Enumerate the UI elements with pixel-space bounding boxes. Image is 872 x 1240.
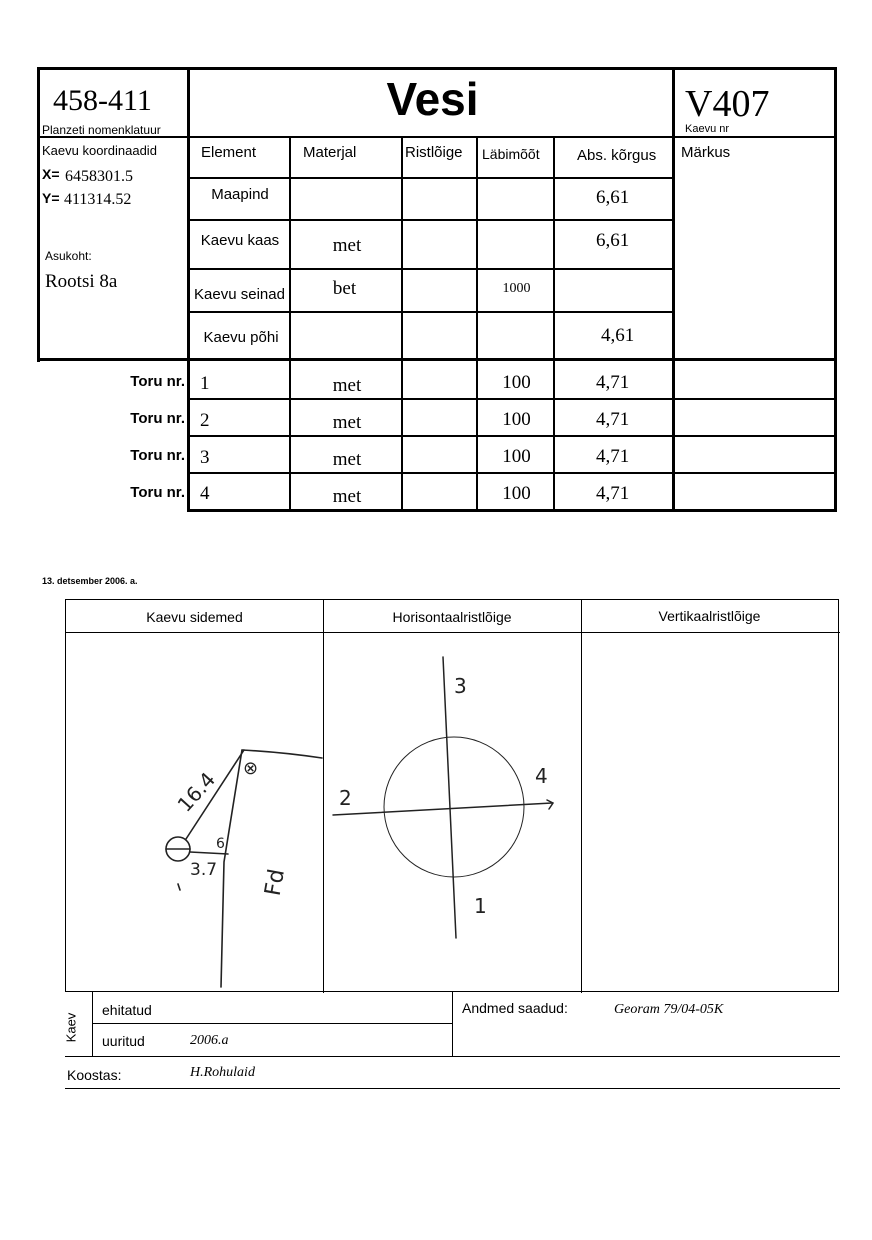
element-elevation: 6,61 [596,187,630,208]
building-wall-line [221,750,242,987]
sketch-header-sidemed: Kaevu sidemed [146,609,243,625]
well-id: V407 [685,83,770,125]
pipe-elevation: 4,71 [596,409,630,430]
coords-label: Kaevu koordinaadid [42,143,157,158]
col-header-element: Element [201,144,257,161]
well-label: Kaevu nr [685,123,730,135]
x-label: X= [42,166,60,182]
sketch-dim-side: 6 [216,836,225,852]
element-name: Kaevu seinad [194,286,285,303]
sheet-label: Planzeti nomenklatuur [42,123,161,137]
data-source-label: Andmed saadud: [462,1000,568,1016]
location-label: Asukoht: [45,249,92,263]
author-value: H.Rohulaid [190,1065,255,1080]
building-top-line [242,750,322,758]
kaev-label: Kaev [63,1012,79,1043]
sketch-scribble: ⊗ [243,758,259,779]
pipe-line-horizontal [333,803,552,815]
pipe-diameter: 100 [502,372,531,393]
sheet-number: 458-411 [53,84,152,117]
element-elevation: 6,61 [596,230,630,251]
pipe-number: 3 [200,447,210,468]
element-name: Kaevu põhi [203,329,279,346]
pipe-material: met [332,412,362,433]
sketch-building-label: Fd [260,867,290,898]
sketch-dim-short: 3.7 [190,860,218,880]
tie-line-short [190,852,228,854]
pipe-diameter: 100 [502,483,531,504]
col-header-material: Materjal [303,144,357,161]
pipe-label: Toru nr. [130,484,185,501]
pipe-number: 2 [200,410,210,431]
remarks-label: Märkus [681,144,731,161]
sketch-header-vertical: Vertikaalristlõige [658,608,761,624]
footer-block [65,992,840,1092]
well-circle [384,737,524,877]
element-elevation: 4,61 [601,325,635,346]
element-name: Kaevu kaas [200,232,280,249]
pipe-label: Toru nr. [130,447,185,464]
sketch-header-horizontal: Horisontaalristlõige [392,609,512,625]
element-material: bet [332,278,357,299]
location-value: Rootsi 8a [45,271,118,292]
col-header-section: Ristlõige [405,144,463,161]
pipe-label-3: 3 [454,674,467,698]
element-diameter: 1000 [502,281,531,296]
pipe-material: met [332,375,362,396]
x-value: 6458301.5 [65,168,133,185]
tick-mark [178,884,180,890]
col-header-elevation: Abs. kõrgus [577,147,657,164]
pipe-label: Toru nr. [130,410,185,427]
pipe-material: met [332,449,362,470]
col-header-diameter: Läbimõõt [482,146,540,162]
document-date: 13. detsember 2006. a. [42,576,138,586]
surveyed-label: uuritud [102,1033,145,1049]
horizontal-section-sketch [323,632,581,991]
sketch-dim-long: 16.4 [172,767,221,817]
pipe-arrow [547,800,553,809]
pipe-label-2: 2 [339,786,352,810]
pipe-elevation: 4,71 [596,372,630,393]
page-title: Vesi [386,73,479,125]
pipe-number: 1 [200,373,210,394]
built-label: ehitatud [102,1002,152,1018]
pipe-material: met [332,486,362,507]
surveyed-value: 2006.a [190,1033,229,1048]
pipe-label-1: 1 [474,894,487,918]
element-name: Maapind [211,186,269,203]
pipe-label: Toru nr. [130,373,185,390]
pipe-elevation: 4,71 [596,483,630,504]
element-material: met [332,235,362,256]
pipe-diameter: 100 [502,409,531,430]
y-value: 411314.52 [64,191,132,208]
pipe-elevation: 4,71 [596,446,630,467]
pipe-diameter: 100 [502,446,531,467]
y-label: Y= [42,190,60,206]
pipe-number: 4 [200,483,210,504]
pipe-line-vertical [443,657,456,938]
author-label: Koostas: [67,1067,122,1083]
data-source-value: Georam 79/04-05K [614,1002,724,1017]
pipe-label-4: 4 [535,764,548,788]
